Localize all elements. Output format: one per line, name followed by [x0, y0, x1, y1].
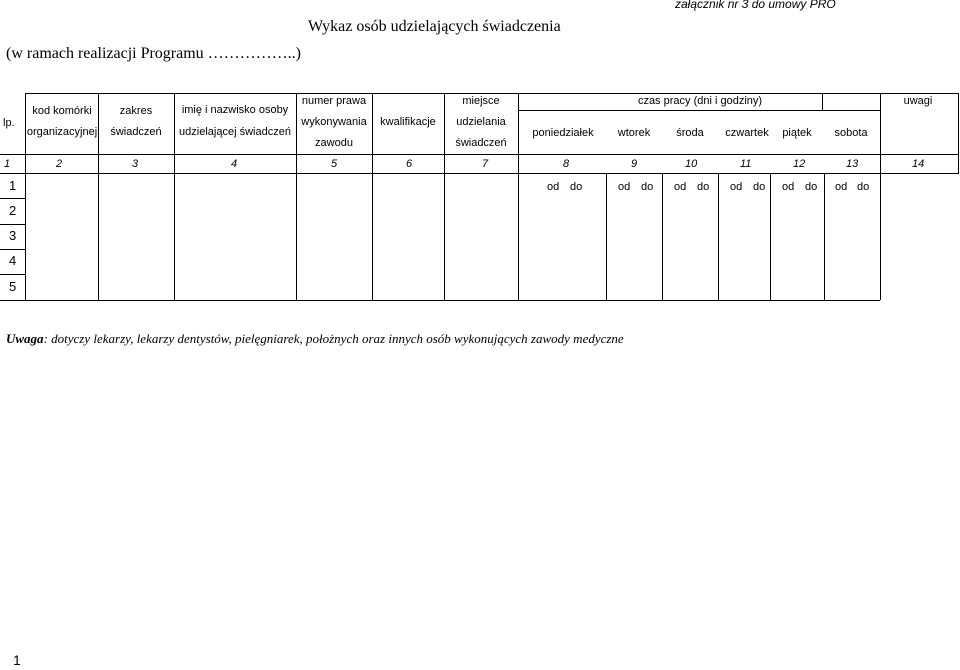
header-nr-line3: zawodu — [315, 137, 353, 149]
do-label: do — [805, 181, 818, 193]
do-label: do — [570, 181, 583, 193]
page-number: 1 — [13, 652, 21, 668]
od-label: od — [547, 181, 560, 193]
row-number-3: 3 — [9, 228, 17, 243]
col-number-1: 1 — [4, 158, 11, 170]
od-label: od — [730, 181, 743, 193]
note — [6, 331, 624, 347]
row-number-4: 4 — [9, 253, 17, 268]
header-lp: lp. — [3, 117, 15, 129]
od-label: od — [674, 181, 687, 193]
header-nr-line2: wykonywania — [301, 116, 367, 128]
header-kod-line1: kod komórki — [32, 105, 92, 117]
col-number-12: 12 — [793, 158, 806, 170]
do-label: do — [641, 181, 654, 193]
table-grid — [0, 0, 960, 310]
day-wednesday: środa — [676, 127, 704, 139]
note-label: Uwaga — [6, 331, 44, 346]
col-number-4: 4 — [231, 158, 238, 170]
col-number-9: 9 — [631, 158, 638, 170]
header-imie-line1: imię i nazwisko osoby — [181, 104, 289, 116]
day-monday: poniedziałek — [532, 127, 594, 139]
header-miejsce-line2: udzielania — [456, 116, 506, 128]
header-nr-line1: numer prawa — [301, 95, 367, 107]
col-number-2: 2 — [56, 158, 63, 170]
row-number-1: 1 — [9, 178, 17, 193]
do-label: do — [753, 181, 766, 193]
od-label: od — [618, 181, 631, 193]
col-number-14: 14 — [912, 158, 925, 170]
header-kwalifikacje: kwalifikacje — [380, 116, 436, 128]
row-number-2: 2 — [9, 203, 17, 218]
col-number-3: 3 — [132, 158, 139, 170]
col-number-6: 6 — [406, 158, 413, 170]
od-label: od — [835, 181, 848, 193]
day-tuesday: wtorek — [617, 127, 651, 139]
day-saturday: sobota — [834, 127, 868, 139]
col-number-11: 11 — [740, 158, 752, 170]
col-number-7: 7 — [482, 158, 489, 170]
annex-label: załącznik nr 3 do umowy PRO — [675, 0, 836, 11]
col-number-5: 5 — [331, 158, 338, 170]
header-uwagi: uwagi — [903, 95, 933, 107]
header-miejsce-line3: świadczeń — [455, 137, 507, 149]
header-miejsce-line1: miejsce — [462, 95, 500, 107]
header-imie-line2: udzielającej świadczeń — [179, 126, 291, 138]
col-number-10: 10 — [685, 158, 698, 170]
col-number-13: 13 — [846, 158, 859, 170]
header-kod-line2: organizacyjnej — [26, 126, 98, 138]
header-czas-pracy: czas pracy (dni i godziny) — [637, 95, 763, 107]
do-label: do — [857, 181, 870, 193]
header-zakres-line1: zakres — [119, 105, 153, 117]
header-zakres-line2: świadczeń — [110, 126, 162, 138]
do-label: do — [697, 181, 710, 193]
row-number-5: 5 — [9, 279, 17, 294]
day-thursday: czwartek — [725, 127, 769, 139]
od-label: od — [782, 181, 795, 193]
note-text: : dotyczy lekarzy, lekarzy dentystów, pielęgniarek, położnych oraz innych osób wykonujących zawody medyczne — [43, 331, 624, 346]
day-friday: piątek — [782, 127, 812, 139]
col-number-8: 8 — [563, 158, 570, 170]
document-title: Wykaz osób udzielających świadczenia — [308, 18, 561, 35]
document-subtitle: (w ramach realizacji Programu ……………..) — [6, 45, 302, 62]
